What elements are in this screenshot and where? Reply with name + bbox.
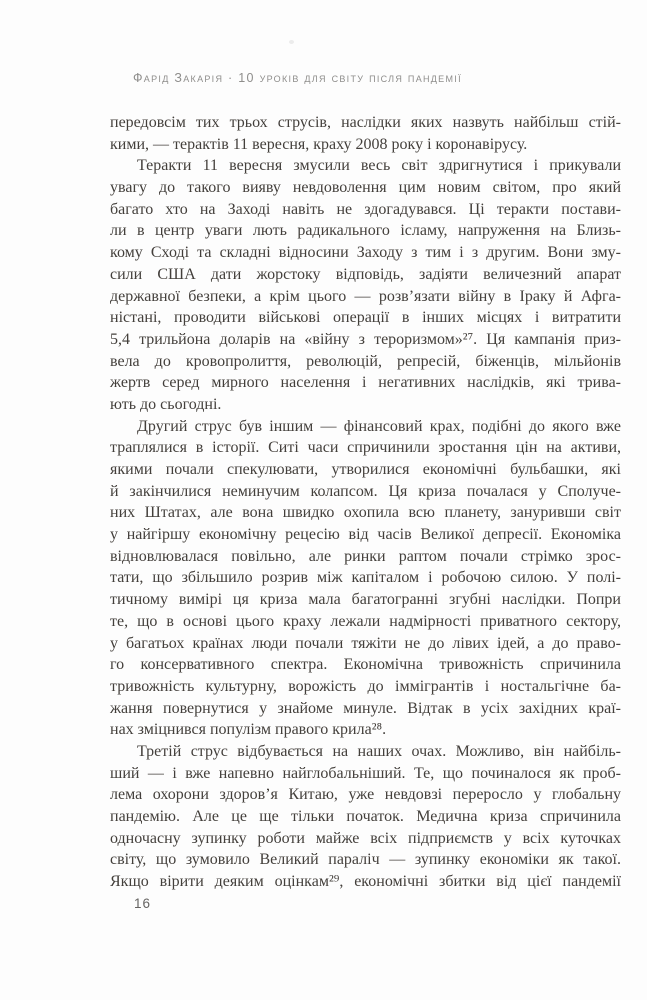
text-line: увагу до такого вияву невдоволення цим новим світом, про який [110, 179, 621, 197]
page-number: 16 [134, 896, 152, 911]
text-line: сили США дати жорстоку відповідь, задіяти величезний апарат [110, 265, 621, 283]
running-header: Фарід Закарія · 10 уроків для світу після пандемії [133, 71, 462, 85]
text-line: ли в центр уваги лють радикального ісламу, напруження на Близь- [110, 222, 621, 240]
text-line: кими, — терактів 11 вересня, краху 2008 року і коронавірусу. [110, 135, 528, 153]
text-line: Теракти 11 вересня змусили весь світ здригнутися і прикували [137, 157, 621, 175]
text-line: нах зміцнився популізм правого крила²⁸. [110, 721, 387, 739]
page-body [110, 112, 621, 893]
text-line: одночасну зупинку роботи майже всіх підприємств у всіх куточках [110, 829, 621, 847]
text-line: пандемію. Але це ще тільки початок. Медична криза спричинила [110, 808, 621, 825]
text-line: у найгіршу економічну рецесію від часів Великої депресії. Економіка [110, 526, 621, 544]
text-line: тривожність культурну, ворожість до іммігрантів і ностальгічне ба- [110, 677, 621, 695]
text-line: у багатьох країнах люди почали тяжіти не до лівих ідей, а до право- [110, 634, 621, 652]
text-line: відновлювалася повільно, але ринки раптом почали стрімко зрос- [110, 547, 621, 565]
text-line: вела до кровопролиття, революцій, репресій, біженців, мільйонів [110, 352, 621, 370]
text-line: передовсім тих трьох струсів, наслідки яких назвуть найбільш стій- [110, 114, 621, 131]
text-line: світу, що зумовило Великий параліч — зупинку економіки як такої. [110, 851, 621, 869]
text-line: державної безпеки, а крім цього — розв’язати війну в Іраку й Афга- [110, 287, 621, 305]
text-line: кому Сході та складні відносини Заходу з тим і з другим. Вони зму- [110, 244, 621, 262]
text-line: 5,4 трильйона доларів на «війну з тероризмом»²⁷. Ця кампанія приз- [110, 330, 621, 348]
text-line: Другий струс був іншим — фінансовий крах, подібні до якого вже [137, 417, 621, 435]
text-line: них Штатах, але вона швидко охопила всю планету, зануривши світ [110, 504, 621, 522]
text-line: жертв серед мирного населення і негативних наслідків, які трива- [110, 374, 621, 392]
text-line: багато хто на Заході навіть не здогадувався. Ці теракти постави- [110, 200, 621, 218]
scan-speck [289, 40, 294, 44]
text-line: лема охорони здоров’я Китаю, уже невдовзі переросло у глобальну [110, 786, 621, 804]
text-line: го консервативного спектра. Економічна тривожність спричинила [110, 656, 621, 674]
text-line: ністані, проводити військові операції в інших місцях і витратити [110, 309, 621, 327]
text-line: жання повернутися у знайоме минуле. Відтак в усіх західних краї- [110, 699, 621, 717]
text-line: якими почали спекулювати, утворилися економічні бульбашки, які [110, 461, 621, 478]
text-line: тати, що збільшило розрив між капіталом і робочою силою. У полі- [110, 569, 621, 587]
text-line: Третій струс відбувається на наших очах. Можливо, він найбіль- [137, 742, 621, 760]
text-line: тичному вимірі ця криза мала багатогранні згубні наслідки. Попри [110, 591, 621, 609]
text-line: й закінчилися неминучим колапсом. Ця криза почалася у Сполуче- [110, 482, 621, 500]
text-line: ший — і вже напевно найглобальніший. Те, що починалося як проб- [110, 764, 621, 782]
text-line: ють до сьогодні. [110, 395, 222, 413]
text-line: траплялися в історії. Ситі часи спричинили зростання цін на активи, [110, 439, 621, 457]
text-line: те, що в основі цього краху лежали надмірності приватного сектору, [110, 612, 621, 630]
text-line: Якщо вірити деяким оцінкам²⁹, економічні збитки від цієї пандемії [110, 873, 621, 891]
